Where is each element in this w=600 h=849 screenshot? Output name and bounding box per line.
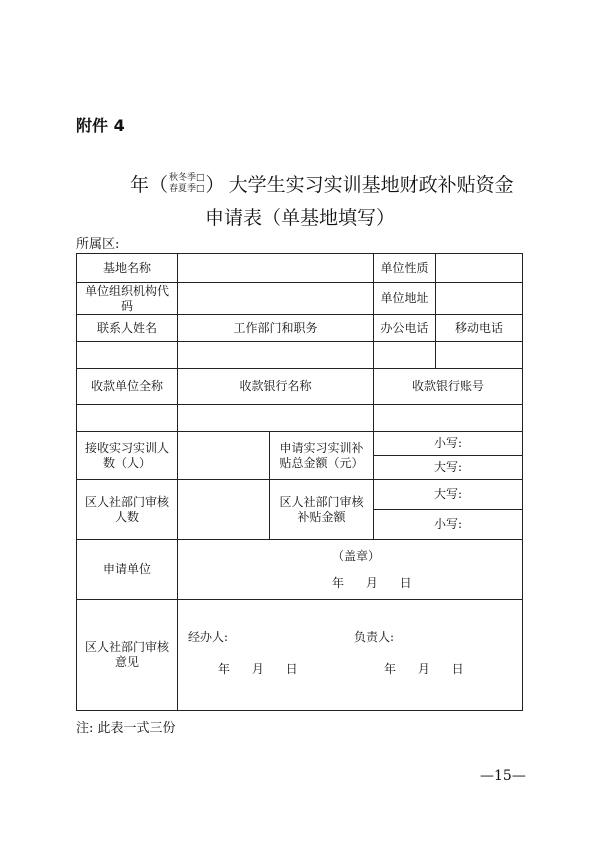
seal-label: （盖章）	[332, 548, 381, 563]
title-paren-open: （	[149, 174, 169, 196]
title-main: 大学生实习实训基地财政补贴资金	[228, 174, 514, 196]
district-label: 所属区:	[76, 237, 120, 252]
review-upper-case[interactable]: 大写:	[374, 480, 523, 510]
season-spring: 春夏季□	[169, 183, 205, 194]
season-options	[169, 173, 205, 195]
season-autumn: 秋冬季□	[169, 172, 205, 183]
base-name-field[interactable]	[178, 254, 374, 283]
responsible-date: 年 月 日	[384, 662, 464, 676]
title-year: 年	[130, 174, 150, 196]
district-review-count-label: 区人社部门审核人数	[77, 480, 178, 540]
title-paren-close: ）	[205, 174, 225, 196]
intern-count-field[interactable]	[178, 432, 270, 480]
org-code-label: 单位组织机构代码	[77, 283, 178, 315]
unit-nature-label: 单位性质	[374, 254, 436, 283]
contact-name-label: 联系人姓名	[77, 315, 178, 342]
unit-address-field[interactable]	[436, 283, 523, 315]
handler-label: 经办人:	[188, 630, 229, 644]
unit-address-label: 单位地址	[374, 283, 436, 315]
mobile-phone-label: 移动电话	[436, 315, 523, 342]
office-phone-label: 办公电话	[374, 315, 436, 342]
payee-account-label: 收款银行账号	[374, 369, 523, 405]
org-code-field[interactable]	[178, 283, 374, 315]
intern-count-label: 接收实习实训人数（人）	[77, 432, 178, 480]
handler-date: 年 月 日	[218, 662, 298, 676]
office-phone-field[interactable]	[374, 342, 436, 369]
district-review-count-field[interactable]	[178, 480, 270, 540]
attachment-label: 附件 4	[76, 116, 125, 135]
payee-account-field[interactable]	[374, 405, 523, 432]
unit-nature-field[interactable]	[436, 254, 523, 283]
dept-position-label: 工作部门和职务	[178, 315, 374, 342]
district-review-subsidy-label: 区人社部门审核补贴金额	[270, 480, 374, 540]
page-number: —15—	[480, 768, 526, 784]
subsidy-total-label: 申请实习实训补贴总金额（元）	[270, 432, 374, 480]
footnote: 注: 此表一式三份	[76, 721, 176, 736]
dept-position-field[interactable]	[178, 342, 374, 369]
applicant-label: 申请单位	[77, 540, 178, 600]
payee-name-field[interactable]	[77, 405, 178, 432]
district-opinion-label: 区人社部门审核意见	[77, 600, 178, 711]
contact-name-field[interactable]	[77, 342, 178, 369]
payee-name-label: 收款单位全称	[77, 369, 178, 405]
base-name-label: 基地名称	[77, 254, 178, 283]
payee-bank-label: 收款银行名称	[178, 369, 374, 405]
review-lower-case[interactable]: 小写:	[374, 510, 523, 540]
form-title	[130, 170, 514, 197]
application-form-table	[76, 253, 523, 711]
district-opinion-area[interactable]	[178, 600, 523, 711]
form-subtitle: 申请表（单基地填写）	[204, 207, 395, 229]
subsidy-lower-case[interactable]: 小写:	[374, 432, 523, 456]
applicant-date: 年 月 日	[332, 575, 412, 590]
subsidy-upper-case[interactable]: 大写:	[374, 456, 523, 480]
responsible-label: 负责人:	[354, 630, 395, 644]
payee-bank-field[interactable]	[178, 405, 374, 432]
applicant-seal-area[interactable]	[178, 540, 523, 600]
mobile-phone-field[interactable]	[436, 342, 523, 369]
